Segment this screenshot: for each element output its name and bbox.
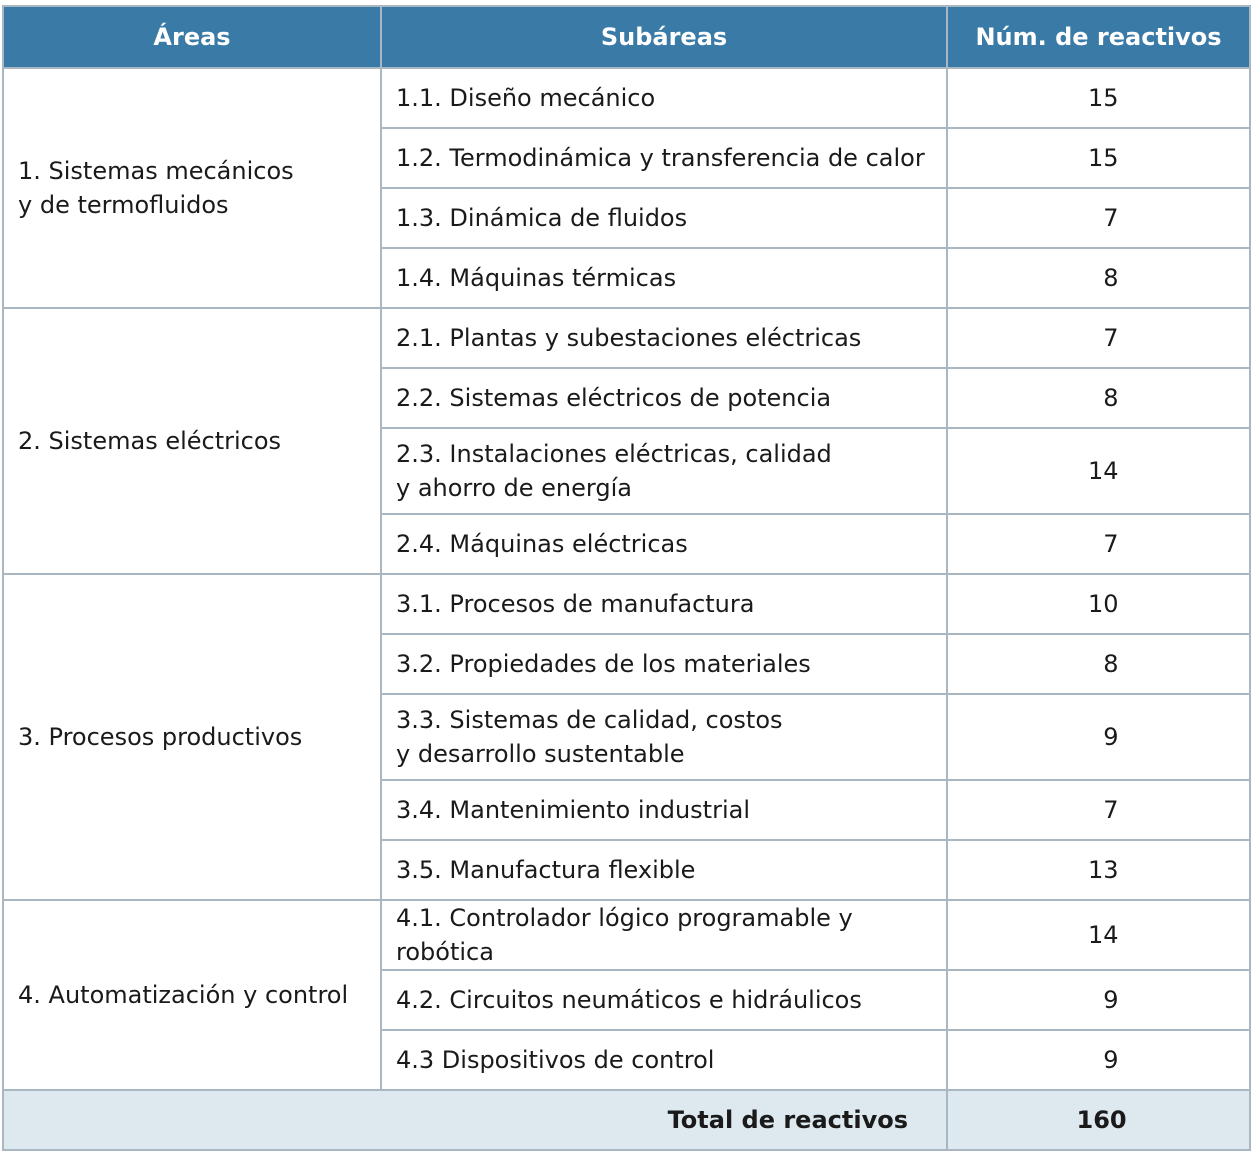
count-value: 15	[1087, 144, 1119, 172]
count-value: 7	[1103, 324, 1119, 352]
subarea-label-line: 1.3. Dinámica de fluidos	[396, 204, 688, 232]
count-value: 7	[1103, 204, 1119, 232]
header-row	[3, 6, 1250, 68]
count-cell	[947, 694, 1250, 780]
count-value: 9	[1103, 986, 1119, 1014]
subarea-label-line: 3.2. Propiedades de los materiales	[396, 650, 811, 678]
count-value: 8	[1103, 384, 1119, 412]
count-cell	[947, 428, 1250, 514]
subarea-cell	[381, 368, 947, 428]
area-label-line: 2. Sistemas eléctricos	[18, 427, 282, 455]
count-cell	[947, 970, 1250, 1030]
count-cell	[947, 128, 1250, 188]
subarea-cell	[381, 694, 947, 780]
subarea-label-line: 3.5. Manufactura flexible	[396, 856, 696, 884]
subarea-cell	[381, 840, 947, 900]
subarea-cell	[381, 428, 947, 514]
count-cell	[947, 188, 1250, 248]
area-label-line: 1. Sistemas mecánicos	[18, 157, 294, 185]
area-cell	[3, 68, 381, 308]
count-cell	[947, 840, 1250, 900]
subarea-label-line: 1.4. Máquinas térmicas	[396, 264, 677, 292]
count-cell	[947, 900, 1250, 970]
total-label: Total de reactivos	[3, 1090, 947, 1150]
count-value: 8	[1103, 650, 1119, 678]
area-label-line: y de termofluidos	[18, 191, 229, 219]
subarea-cell	[381, 514, 947, 574]
header-areas: Áreas	[3, 6, 381, 68]
subarea-cell	[381, 900, 947, 970]
count-value: 9	[1103, 1046, 1119, 1074]
subarea-label-line: 1.2. Termodinámica y transferencia de calor	[396, 144, 925, 172]
area-label-line: 3. Procesos productivos	[18, 723, 303, 751]
subarea-label-line: 4.3 Dispositivos de control	[396, 1046, 715, 1074]
subarea-label-line: y desarrollo sustentable	[396, 740, 685, 768]
subarea-cell	[381, 1030, 947, 1090]
subarea-label-line: 4.2. Circuitos neumáticos e hidráulicos	[396, 986, 862, 1014]
table-body	[3, 68, 1250, 1090]
subarea-label-line: 3.4. Mantenimiento industrial	[396, 796, 750, 824]
subarea-cell	[381, 574, 947, 634]
count-value: 9	[1103, 723, 1119, 751]
count-cell	[947, 1030, 1250, 1090]
count-value: 10	[1087, 590, 1119, 618]
subarea-label-line: 1.1. Diseño mecánico	[396, 84, 656, 112]
header-count: Núm. de reactivos	[947, 6, 1250, 68]
count-cell	[947, 514, 1250, 574]
total-value-text: 160	[1076, 1106, 1127, 1134]
count-value: 15	[1087, 84, 1119, 112]
header-subareas: Subáreas	[381, 6, 947, 68]
count-cell	[947, 780, 1250, 840]
subarea-label-line: 2.1. Plantas y subestaciones eléctricas	[396, 324, 862, 352]
count-value: 14	[1087, 921, 1119, 949]
subarea-label-line: y ahorro de energía	[396, 474, 632, 502]
area-cell	[3, 308, 381, 574]
count-cell	[947, 634, 1250, 694]
area-cell	[3, 900, 381, 1090]
subarea-cell	[381, 128, 947, 188]
subarea-label-line: 3.3. Sistemas de calidad, costos	[396, 706, 783, 734]
count-value: 14	[1087, 457, 1119, 485]
count-cell	[947, 248, 1250, 308]
subarea-cell	[381, 308, 947, 368]
count-cell	[947, 574, 1250, 634]
subarea-label-line: 2.3. Instalaciones eléctricas, calidad	[396, 440, 832, 468]
area-cell	[3, 574, 381, 900]
count-value: 13	[1087, 856, 1119, 884]
total-row	[3, 1090, 1250, 1150]
subarea-cell	[381, 780, 947, 840]
subarea-label-line: 2.4. Máquinas eléctricas	[396, 530, 688, 558]
subarea-cell	[381, 970, 947, 1030]
subarea-cell	[381, 188, 947, 248]
total-value	[947, 1090, 1250, 1150]
area-label-line: 4. Automatización y control	[18, 981, 349, 1009]
subarea-label-line: 2.2. Sistemas eléctricos de potencia	[396, 384, 832, 412]
count-value: 8	[1103, 264, 1119, 292]
count-value: 7	[1103, 796, 1119, 824]
subarea-cell	[381, 634, 947, 694]
subarea-label-line: 3.1. Procesos de manufactura	[396, 590, 755, 618]
reactivos-table	[2, 5, 1251, 1151]
table-row	[3, 900, 1250, 970]
table-row	[3, 68, 1250, 128]
table-row	[3, 574, 1250, 634]
subarea-cell	[381, 248, 947, 308]
table-row	[3, 308, 1250, 368]
count-cell	[947, 308, 1250, 368]
subarea-label-line: 4.1. Controlador lógico programable y robótica	[396, 904, 853, 966]
count-cell	[947, 68, 1250, 128]
count-value: 7	[1103, 530, 1119, 558]
count-cell	[947, 368, 1250, 428]
subarea-cell	[381, 68, 947, 128]
